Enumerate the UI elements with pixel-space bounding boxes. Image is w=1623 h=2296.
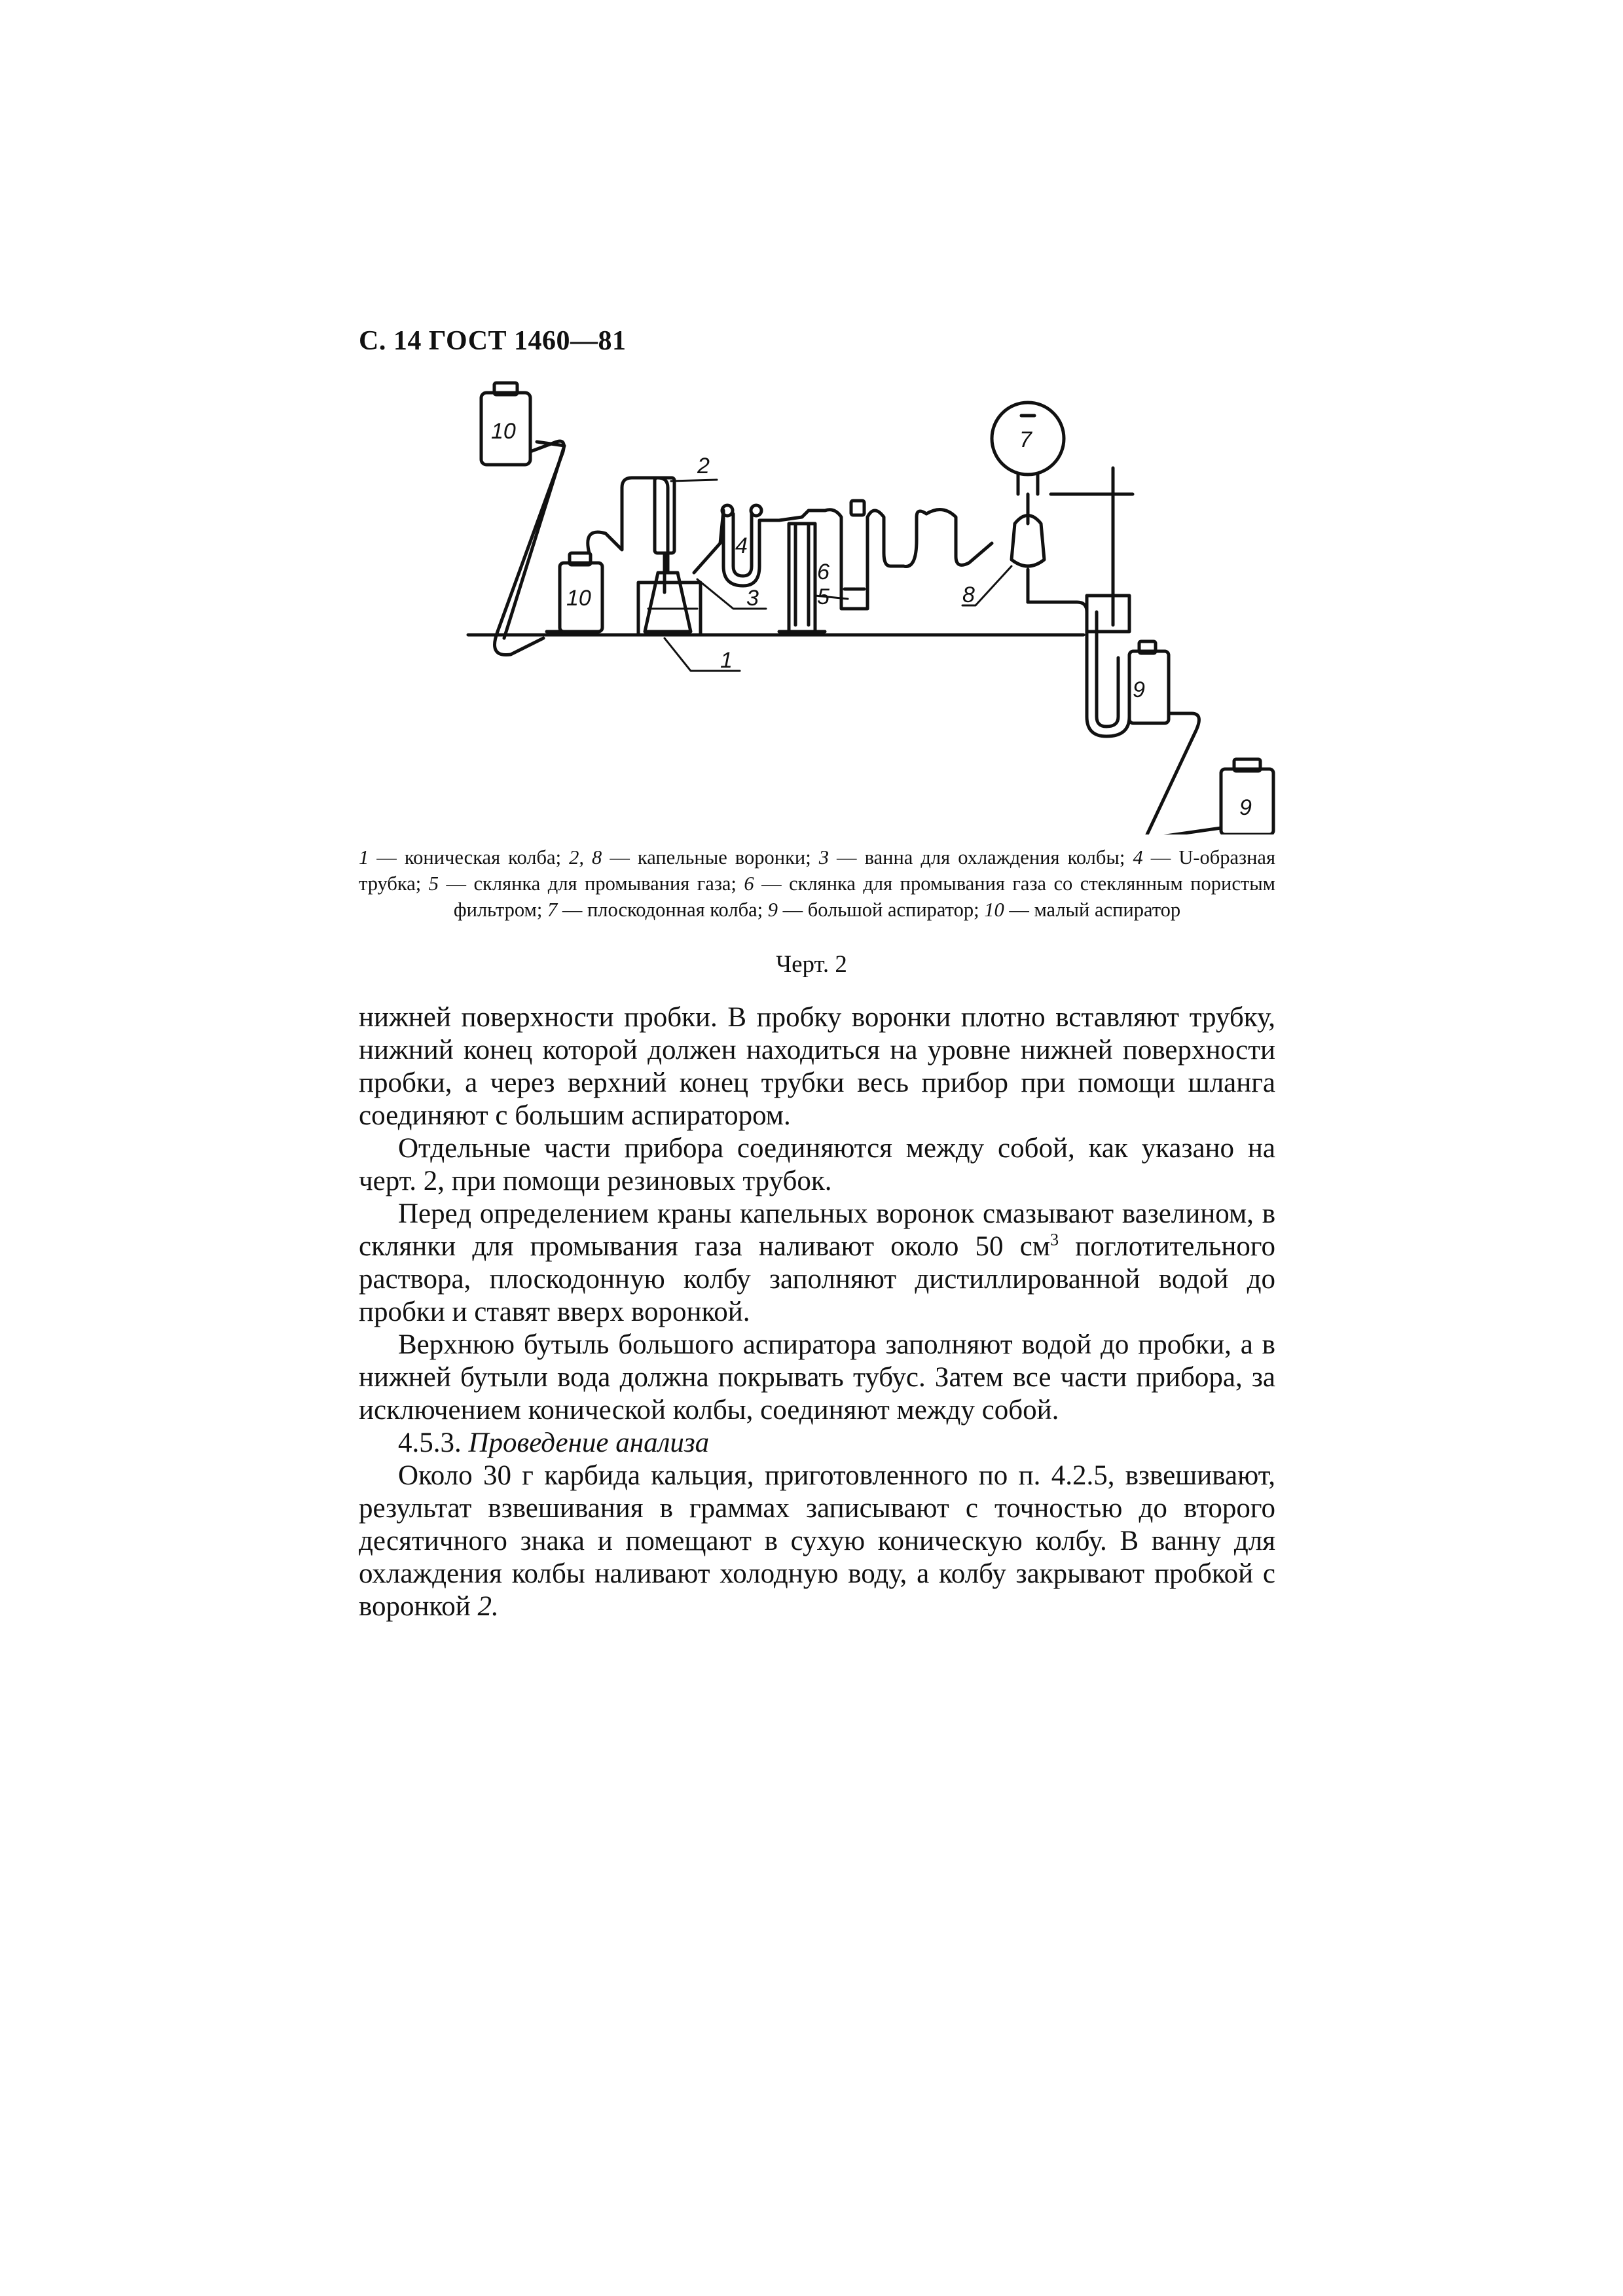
caption-text: — малый аспиратор [1004, 899, 1181, 921]
caption-num: 5 [428, 872, 439, 895]
caption-num: 3 [818, 846, 829, 869]
paragraph-part: Около 30 г карбида кальция, приготовленного по п. 4.2.5, взвешивают, результат взвешивания в граммах записывают с точностью до второго десятичного знака и помещают в сухую коническую колбу. В ванну для охлаждения колбы наливают холодную воду, а колбу закрывают пробкой с воронкой [359, 1460, 1275, 1622]
caption-text: — склянка для промывания газа со стеклянным пористым фильтром; [453, 872, 1275, 921]
superscript: 3 [1050, 1230, 1059, 1249]
label-7: 7 [1019, 427, 1032, 452]
figure-ref: 2. [477, 1591, 499, 1622]
label-1: 1 [720, 648, 733, 673]
figure-title: Черт. 2 [776, 951, 847, 978]
caption-num: 9 [767, 899, 778, 921]
paragraph: Отдельные части прибора соединяются между собой, как указано на черт. 2, при помощи резиновых трубок. [359, 1133, 1275, 1196]
caption-text: — большой аспиратор; [778, 899, 985, 921]
label-2: 2 [697, 454, 710, 478]
paragraph-part: поглотительного раствора, плоскодонную колбу заполняют дистиллированной водой до пробки и ставят вверх воронкой. [359, 1231, 1275, 1327]
label-3: 3 [746, 586, 759, 611]
paragraph [359, 1198, 1275, 1329]
gas-washer-5 [789, 524, 815, 632]
dropping-funnel-2 [655, 478, 674, 553]
label-8: 8 [962, 583, 975, 607]
caption-num: 7 [547, 899, 558, 921]
paragraph [359, 1460, 1275, 1623]
caption-num: 4 [1133, 846, 1143, 869]
figure-caption [359, 844, 1275, 923]
apparatus-diagram [458, 376, 1309, 834]
section-heading [359, 1427, 1275, 1460]
section-title: Проведение анализа [468, 1427, 710, 1458]
caption-text: — капельные воронки; [602, 846, 819, 869]
section-number: 4.5.3. [398, 1427, 469, 1458]
label-6: 6 [817, 560, 830, 584]
caption-num: 6 [744, 872, 754, 895]
page-header: С. 14 ГОСТ 1460—81 [359, 326, 627, 356]
label-9b: 9 [1239, 795, 1252, 820]
paragraph: Верхнюю бутыль большого аспиратора заполняют водой до пробки, а в нижней бутыли вода должна покрывать тубус. Затем все части прибора, за исключением конической колбы, соединяют между собой. [359, 1329, 1275, 1426]
caption-num: 1 [359, 846, 369, 869]
label-10a: 10 [491, 419, 516, 444]
paragraph-part: Перед определением краны капельных воронок смазывают вазелином, в склянки для промывания газа наливают около 50 см [359, 1198, 1275, 1262]
caption-num: 10 [984, 899, 1004, 921]
label-9a: 9 [1133, 677, 1145, 702]
label-4: 4 [735, 533, 748, 558]
caption-num: 2, 8 [569, 846, 602, 869]
caption-text: — ванна для охлаждения колбы; [829, 846, 1133, 869]
label-5: 5 [817, 584, 830, 609]
label-10b: 10 [566, 586, 591, 611]
caption-text: — склянка для промывания газа; [439, 872, 744, 895]
caption-text: — U-образная трубка; [359, 846, 1275, 895]
caption-text: — коническая колба; [369, 846, 570, 869]
paragraph: нижней поверхности пробки. В пробку воронки плотно вставляют трубку, нижний конец которой должен находиться на уровне нижней поверхности пробки, а через верхний конец трубки весь прибор при помощи шланга соединяют с большим аспиратором. [359, 1002, 1275, 1131]
caption-text: — плоскодонная колба; [557, 899, 768, 921]
gas-washer-6 [825, 510, 903, 609]
body-text [359, 1001, 1275, 1623]
